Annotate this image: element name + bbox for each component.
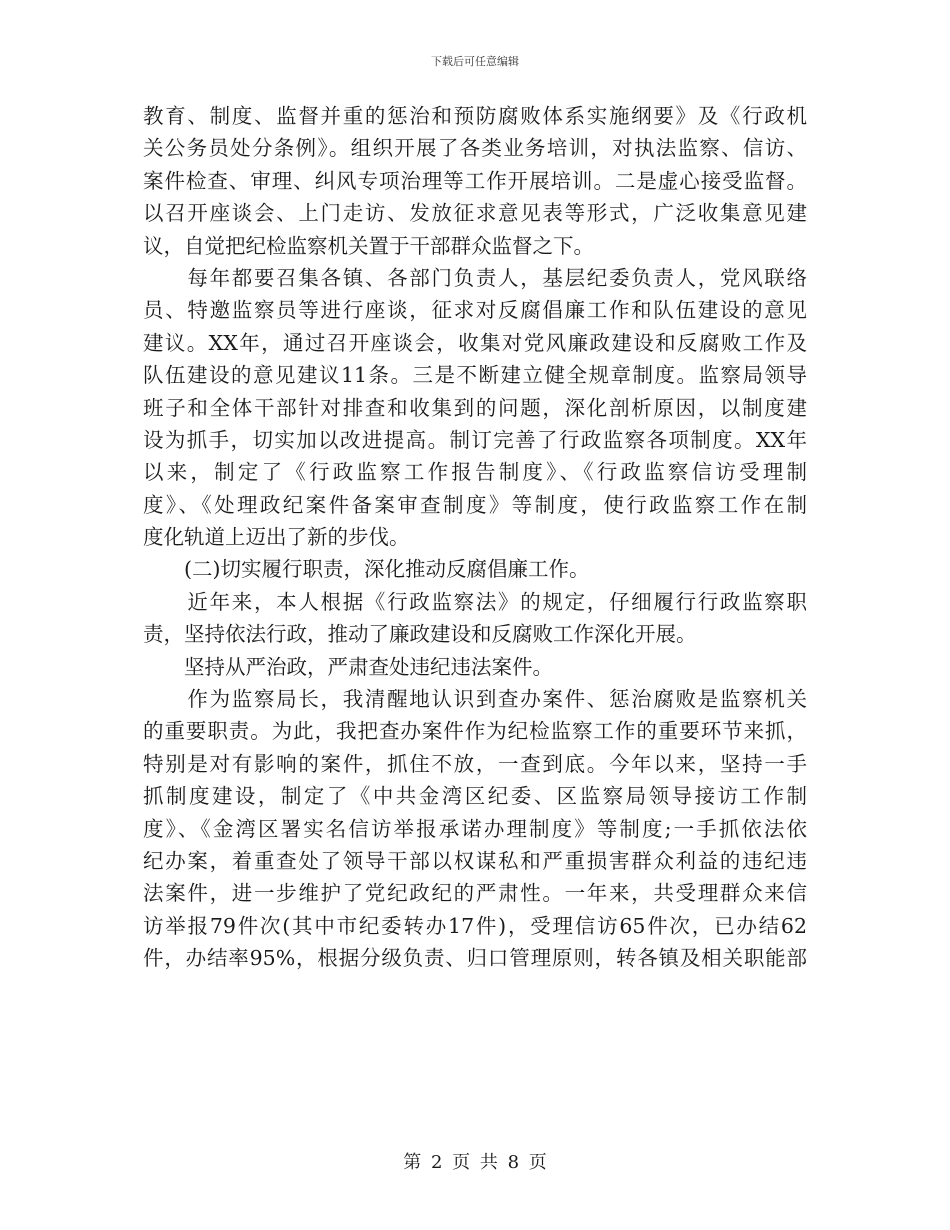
text-line: 的重要职责。为此，我把查办案件作为纪检监察工作的重要环节来抓， [143,719,807,744]
text-line: 坚持从严治政，严肃查处违纪违法案件。 [143,654,553,679]
text-line: 以来，制定了《行政监察工作报告制度》、《行政监察信访受理制 [143,460,807,485]
text-line: 员、特邀监察员等进行座谈，征求对反腐倡廉工作和队伍建设的意见 [143,298,807,323]
text-line: 案件检查、审理、纠风专项治理等工作开展培训。二是虚心接受监督。 [143,168,807,193]
text-line: 责，坚持依法行政，推动了廉政建设和反腐败工作深化开展。 [143,622,697,647]
text-line: (二)切实履行职责，深化推动反腐倡廉工作。 [143,557,590,582]
text-line: 度》、《处理政纪案件备案审查制度》等制度，使行政监察工作在制 [143,492,807,517]
text-line: 作为监察局长，我清醒地认识到查办案件、惩治腐败是监察机关 [143,687,807,712]
text-line: 件，办结率95%，根据分级负责、归口管理原则，转各镇及相关职能部 [143,946,807,971]
page-header: 下载后可任意编辑 [431,55,519,68]
text-line: 设为抓手，切实加以改进提高。制订完善了行政监察各项制度。XX年 [143,427,807,452]
text-line: 队伍建设的意见建议11条。三是不断建立健全规章制度。监察局领导 [143,363,807,388]
text-line: 议，自觉把纪检监察机关置于干部群众监督之下。 [143,233,594,258]
text-line: 以召开座谈会、上门走访、发放征求意见表等形式，广泛收集意见建 [143,201,807,226]
text-line: 教育、制度、监督并重的惩治和预防腐败体系实施纲要》及《行政机 [143,104,807,128]
text-line: 纪办案，着重查处了领导干部以权谋私和严重损害群众利益的违纪违 [143,848,807,873]
text-line: 度化轨道上迈出了新的步伐。 [143,525,410,550]
text-line: 访举报79件次(其中市纪委转办17件)，受理信访65件次，已办结62 [143,913,807,938]
text-line: 建议。XX年，通过召开座谈会，收集对党风廉政建设和反腐败工作及 [143,330,807,355]
text-line: 近年来，本人根据《行政监察法》的规定，仔细履行行政监察职 [143,589,807,614]
page-footer: 第 2 页 共 8 页 [403,1152,547,1173]
text-line: 特别是对有影响的案件，抓住不放，一查到底。今年以来，坚持一手 [143,751,807,776]
document-body [143,100,807,975]
text-line: 每年都要召集各镇、各部门负责人，基层纪委负责人，党风联络 [143,265,807,290]
text-line: 度》、《金湾区署实名信访举报承诺办理制度》等制度;一手抓依法依 [143,816,807,841]
text-line: 班子和全体干部针对排查和收集到的问题，深化剖析原因，以制度建 [143,395,807,420]
text-line: 法案件，进一步维护了党纪政纪的严肃性。一年来，共受理群众来信 [143,881,807,906]
text-line: 关公务员处分条例》。组织开展了各类业务培训，对执法监察、信访、 [143,136,807,161]
text-line: 抓制度建设，制定了《中共金湾区纪委、区监察局领导接访工作制 [143,784,807,809]
